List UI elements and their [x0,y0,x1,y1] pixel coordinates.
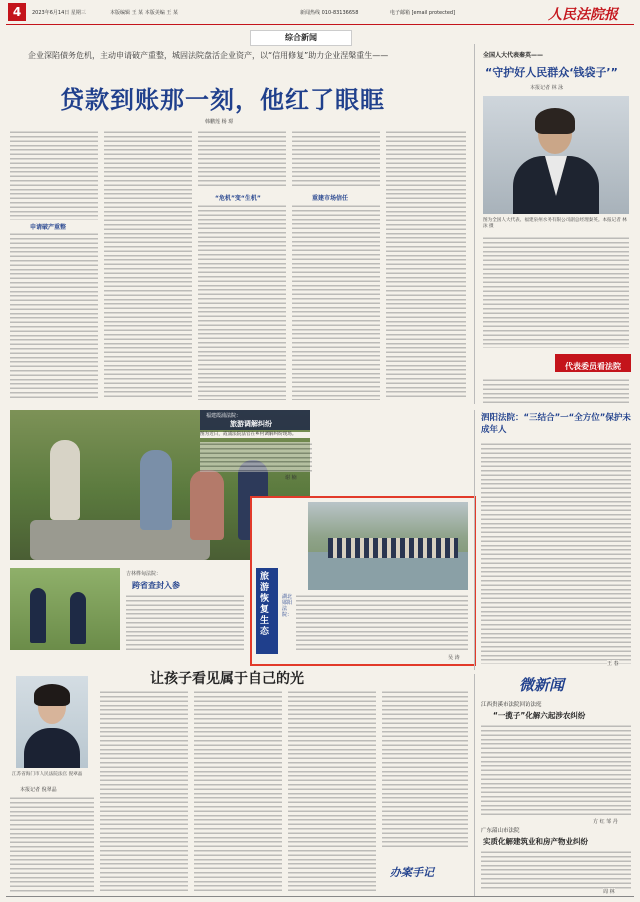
deputy-photo [483,96,629,214]
middle-right-headline: 泗阳法院：“三结合”一“全方位”保护未成年人 [481,413,631,435]
masthead [0,0,640,26]
deputy-photo-caption: 图为全国人大代表、福建泉州水务有限公司副总经理秦英。本报记者 林泳 摄 [483,218,627,230]
middle-right-box [474,410,635,670]
lead-column-1 [10,130,98,220]
highlight-photo [308,502,468,590]
jilin-text [126,594,244,652]
bottom-rule [6,896,634,897]
section-label [250,30,352,46]
date-line: 2023年6月14日 星期三 [32,10,86,16]
interview-header: 全国人大代表秦英—— [483,52,544,59]
feature-portrait [16,676,88,768]
lead-column-3 [198,130,286,186]
interview-footer-tag [555,354,631,372]
lead-column-1b [10,232,98,400]
hotline: 新闻热线 010-83136658 [300,10,359,16]
feature-col-1 [10,796,94,892]
micro-news-header: 微新闻 [519,676,565,694]
micro-item2-place: 广东韶山市法院 [481,828,520,834]
highlight-tag: 湖北郧阳法院： [282,594,293,618]
person-3 [190,470,224,540]
feature-headline: 让孩子看见属于自己的光 [150,671,304,687]
feature-col-5 [382,690,468,850]
jilin-person-1 [30,588,46,643]
feature-footer-tag: 办案手记 [390,866,434,879]
lead-subhead-3: 重建市场信任 [312,195,349,202]
jilin-tag: 吉林桦甸法院： [126,571,162,577]
lead-column-4 [292,130,380,186]
feature-col-4 [288,690,376,892]
mediation-caption: 图为近日，霞浦法院法官在乡村调解纠纷现场。 [200,432,312,438]
lead-subhead-2: “危机”变“生机” [215,195,261,202]
feature-portrait-caption: 江苏省海门市人民法院法官 倪翠晶 [12,772,83,777]
interview-col-2 [483,378,629,404]
stone-table [30,520,210,560]
middle-right-text [481,442,631,664]
section-label-text: 综合新闻 [285,33,317,42]
mediation-text [200,442,312,472]
micro-item1-author: 方 红 邹 丹 [593,819,618,825]
mediation-caption-box [200,410,310,430]
highlight-author: 吴 涛 [448,655,460,661]
deputy-hair [535,108,575,134]
lead-column-2 [104,130,192,400]
micro-item2-author: 周 林 [603,889,615,895]
mediation-title: 旅游调解纠纷 [230,420,272,428]
jilin-person-2 [70,592,86,644]
feature-col-3 [194,690,282,892]
lead-byline: 韩鹏莲 杨 璟 [205,119,234,125]
person-1 [50,440,80,520]
middle-right-author: 王 春 [607,661,619,667]
micro-item1-place: 江西贵溪市法院回访法庭 [481,702,542,708]
highlight-text [296,594,468,652]
highlight-crowd [328,538,458,558]
lead-kicker: 企业深陷债务危机，主动申请破产重整，城固法院盘活企业资产，以“信用修复”助力企业涅槃重生—— [28,51,389,60]
editor-line: 本版编辑 王 某 本版美编 王 某 [110,10,178,16]
jilin-title: 跨省查封入参 [132,581,180,590]
portrait-body [24,728,80,768]
micro-item1-text [481,724,631,816]
person-2 [140,450,172,530]
feature-byline: 本报记者 倪翠晶 [20,787,57,793]
page-number: 4 [8,3,26,21]
lead-subhead-1: 申请破产重整 [30,224,67,231]
highlight-box [250,496,476,666]
micro-news-box [474,674,635,896]
jilin-photo [10,568,120,650]
portrait-hair [34,684,70,706]
mediation-author: 谢 楠 [285,475,297,481]
lead-column-4b [292,204,380,400]
newspaper-logo: 人民法院报 [548,7,618,23]
interview-byline: 本报记者 林 泳 [530,85,564,91]
micro-item2-title: 实质化解建筑业和房产物业纠纷 [483,837,588,846]
highlight-vertical-title: 旅游恢复生态 [260,572,270,637]
interview-headline: “守护好人民群众‘钱袋子’” [485,66,618,79]
masthead-rule [6,24,634,25]
interview-col-1 [483,236,629,348]
email-line: 电子邮箱 [email protected] [390,10,456,16]
mediation-tag: 福建霞浦法院： [206,413,242,419]
lead-headline: 贷款到账那一刻，他红了眼眶 [60,86,385,114]
micro-item1-title: “一揽子”化解六起涉农纠纷 [493,711,586,720]
feature-col-2 [100,690,188,892]
micro-item2-text [481,850,631,890]
lead-column-3b [198,204,286,400]
interview-footer-text: 代表委员看法院 [565,362,621,371]
right-top-box [474,44,635,404]
lead-column-5 [386,130,466,400]
